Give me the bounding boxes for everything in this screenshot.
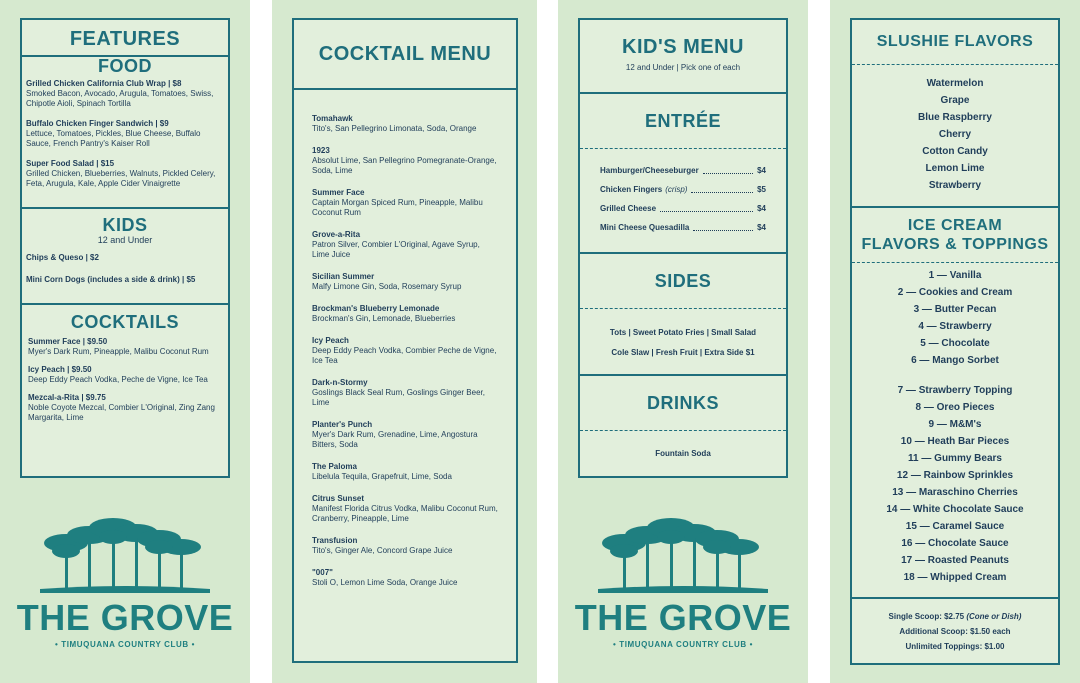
icecream-topping: 18 — Whipped Cream [903,572,1007,583]
entree-list [580,148,786,237]
features-panel [0,0,250,683]
slushie-flavor: Cotton Candy [922,146,988,157]
slushie-flavor: Lemon Lime [925,163,985,174]
cocktail-item [312,462,498,482]
cocktail-name: Citrus Sunset [312,494,365,503]
cocktail-item [312,146,498,176]
cocktail-feature-desc: Noble Coyote Mezcal, Combier L'Original, Zing Zang Margarita, Lime [28,403,215,422]
cocktail-menu-title: COCKTAIL MENU [318,43,492,65]
food-item-name: Grilled Chicken California Club Wrap | $8 [26,79,182,88]
cocktails-title: COCKTAILS [70,312,180,332]
kids-menu-box [578,18,788,478]
cocktail-feature-name: Icy Peach | $9.50 [28,365,92,374]
cocktail-name: Transfusion [312,536,358,545]
cocktail-desc: Deep Eddy Peach Vodka, Combier Peche de Vigne, Ice Tea [312,346,497,365]
cocktail-menu-box [292,18,518,663]
food-title: FOOD [98,56,152,76]
kids-menu-title: KID'S MENU [622,36,744,58]
cocktail-feature-desc: Myer's Dark Rum, Pineapple, Malibu Coconut Rum [28,347,209,356]
food-item [26,119,224,149]
icecream-title-1: ICE CREAM [907,217,1003,234]
icecream-topping: 9 — M&M's [928,419,982,430]
icecream-topping: 7 — Strawberry Topping [897,385,1013,396]
icecream-topping: 17 — Roasted Peanuts [901,555,1009,566]
food-item-name: Buffalo Chicken Finger Sandwich | $9 [26,119,169,128]
icecream-flavor: 4 — Strawberry [918,321,992,332]
slushie-flavor: Grape [940,95,970,106]
entree-leader [693,225,753,231]
icecream-topping: 14 — White Chocolate Sauce [886,504,1024,515]
cocktail-desc: Brockman's Gin, Lemonade, Blueberries [312,314,456,323]
cocktail-item [312,568,498,588]
cocktail-item [312,188,498,218]
logo-subtitle: • TIMUQUANA COUNTRY CLUB • [54,640,195,649]
price-additional: Additional Scoop: $1.50 each [899,627,1011,636]
food-item [26,79,224,109]
cocktail-desc: Malfy Limone Gin, Soda, Rosemary Syrup [312,282,462,291]
palm-trees-icon [40,515,210,595]
kids-section [22,207,228,303]
drinks-title: DRINKS [646,393,719,413]
cocktail-item [312,536,498,556]
kids-menu-sub: 12 and Under | Pick one of each [625,63,741,72]
price-toppings: Unlimited Toppings: $1.00 [905,642,1005,651]
sides-line-1: Tots | Sweet Potato Fries | Small Salad [609,328,757,337]
icecream-flavor: 6 — Mango Sorbet [911,355,999,366]
icecream-title-2: FLAVORS & TOPPINGS [861,236,1049,253]
cocktail-name: Icy Peach [312,336,349,345]
entree-price: $4 [757,166,766,175]
kids-item: Chips & Queso | $2 [26,253,99,262]
cocktail-desc: Manifest Florida Citrus Vodka, Malibu Coconut Rum, Cranberry, Pineapple, Lime [312,504,498,523]
slushie-flavor: Strawberry [928,180,982,191]
cocktail-desc: Stoli O, Lemon Lime Soda, Orange Juice [312,578,458,587]
cocktail-desc: Patron Silver, Combier L'Original, Agave Syrup, Lime Juice [312,240,480,259]
entree-price: $4 [757,223,766,232]
icecream-topping: 10 — Heath Bar Pieces [900,436,1010,447]
dessert-box [850,18,1060,665]
cocktail-name: Planter's Punch [312,420,373,429]
cocktail-item [312,420,498,450]
logo-subtitle: • TIMUQUANA COUNTRY CLUB • [612,640,753,649]
features-title: FEATURES [69,28,181,50]
entree-price: $4 [757,204,766,213]
cocktail-desc: Goslings Black Seal Rum, Goslings Ginger Beer, Lime [312,388,485,407]
logo-title: THE GROVE [16,597,234,638]
entree-section [580,92,786,252]
entree-leader [660,206,753,212]
icecream-topping: 15 — Caramel Sauce [905,521,1005,532]
entree-leader [703,168,753,174]
icecream-topping: 12 — Rainbow Sprinkles [896,470,1014,481]
icecream-flavor: 3 — Butter Pecan [913,304,997,315]
entree-price: $5 [757,185,766,194]
icecream-flavor: 2 — Cookies and Cream [897,287,1013,298]
entree-row [600,199,766,218]
cocktail-item [312,336,498,366]
cocktail-item [312,304,498,324]
slushie-title: SLUSHIE FLAVORS [876,33,1034,50]
food-item-desc: Lettuce, Tomatoes, Pickles, Blue Cheese, Buffalo Sauce, French Pantry's Kaiser Roll [26,129,201,148]
entree-name: Mini Cheese Quesadilla [600,223,690,232]
pricing-section [852,597,1058,654]
cocktail-name: The Paloma [312,462,357,471]
cocktail-feature-name: Summer Face | $9.50 [28,337,108,346]
entree-name: Hamburger/Cheeseburger [600,166,699,175]
cocktail-name: Sicilian Summer [312,272,375,281]
sides-title: SIDES [654,271,712,291]
cocktail-feature-name: Mezcal-a-Rita | $9.75 [28,393,106,402]
entree-row [600,218,766,237]
price-single: Single Scoop: $2.75 (Cone or Dish) [888,612,1022,621]
icecream-flavor: 1 — Vanilla [928,270,982,281]
drinks-section [580,374,786,462]
sides-section [580,252,786,374]
food-item [26,159,224,189]
drinks-list [580,430,786,462]
cocktail-menu-panel [272,0,537,683]
entree-name: Chicken Fingers [600,185,663,194]
cocktail-menu-list [294,88,516,588]
entree-title: ENTRÉE [644,111,721,131]
cocktail-desc: Libelula Tequila, Grapefruit, Lime, Soda [312,472,452,481]
cocktail-desc: Tito's, Ginger Ale, Concord Grape Juice [312,546,453,555]
food-item-desc: Smoked Bacon, Avocado, Arugula, Tomatoes, Swiss, Chipotle Aioli, Spinach Tortilla [26,89,214,108]
features-box [20,18,230,478]
cocktail-feature-desc: Deep Eddy Peach Vodka, Peche de Vigne, Ice Tea [28,375,208,384]
cocktail-item [312,230,498,260]
cocktail-desc: Captain Morgan Spiced Rum, Pineapple, Malibu Coconut Rum [312,198,483,217]
cocktail-item [312,272,498,292]
cocktail-desc: Myer's Dark Rum, Grenadine, Lime, Angostura Bitters, Soda [312,430,478,449]
icecream-flavor: 5 — Chocolate [920,338,990,349]
logo-title: THE GROVE [574,597,792,638]
sides-line-2: Cole Slaw | Fresh Fruit | Extra Side $1 [611,348,755,357]
slushie-list [852,64,1058,206]
grove-logo [0,515,250,649]
cocktail-name: Grove-a-Rita [312,230,361,239]
entree-note: (crisp) [665,185,688,194]
cocktail-feature-item [28,393,222,423]
cocktail-name: Tomahawk [312,114,353,123]
slushie-flavor: Cherry [938,129,972,140]
food-section [22,55,228,207]
icecream-list [852,262,1058,597]
slushie-flavor: Blue Raspberry [918,112,992,123]
cocktail-item [312,494,498,524]
entree-name: Grilled Cheese [600,204,657,213]
entree-row [600,161,766,180]
cocktail-feature-item [28,337,222,357]
kids-title: KIDS [102,215,148,235]
icecream-topping: 13 — Maraschino Cherries [892,487,1018,498]
cocktail-feature-item [28,365,222,385]
cocktail-name: Brockman's Blueberry Lemonade [312,304,440,313]
icecream-topping: 11 — Gummy Bears [908,453,1002,464]
food-item-name: Super Food Salad | $15 [26,159,115,168]
cocktail-name: 1923 [312,146,330,155]
entree-row [600,180,766,199]
sides-list [580,308,786,363]
drinks-item: Fountain Soda [655,449,711,458]
food-item-desc: Grilled Chicken, Blueberries, Walnuts, Pickled Celery, Feta, Arugula, Kale, Apple Cider Vinaigrette [26,169,216,188]
cocktail-name: Dark-n-Stormy [312,378,368,387]
cocktail-item [312,378,498,408]
cocktail-item [312,114,498,134]
grove-logo-2 [558,515,808,649]
cocktail-name: Summer Face [312,188,365,197]
cocktail-name: "007" [312,568,333,577]
dessert-panel [830,0,1080,683]
kids-menu-header [580,20,786,92]
kids-sub: 12 and Under [97,235,153,245]
kids-item: Mini Corn Dogs (includes a side & drink) | $5 [26,275,196,284]
entree-leader [691,187,753,193]
cocktail-desc: Tito's, San Pellegrino Limonata, Soda, Orange [312,124,477,133]
icecream-topping: 8 — Oreo Pieces [915,402,995,413]
kids-menu-panel [558,0,808,683]
icecream-topping: 16 — Chocolate Sauce [901,538,1009,549]
cocktails-section [22,303,228,423]
icecream-section [852,206,1058,597]
cocktail-desc: Absolut Lime, San Pellegrino Pomegranate-Orange, Soda, Lime [312,156,497,175]
slushie-flavor: Watermelon [926,78,984,89]
palm-trees-icon [598,515,768,595]
